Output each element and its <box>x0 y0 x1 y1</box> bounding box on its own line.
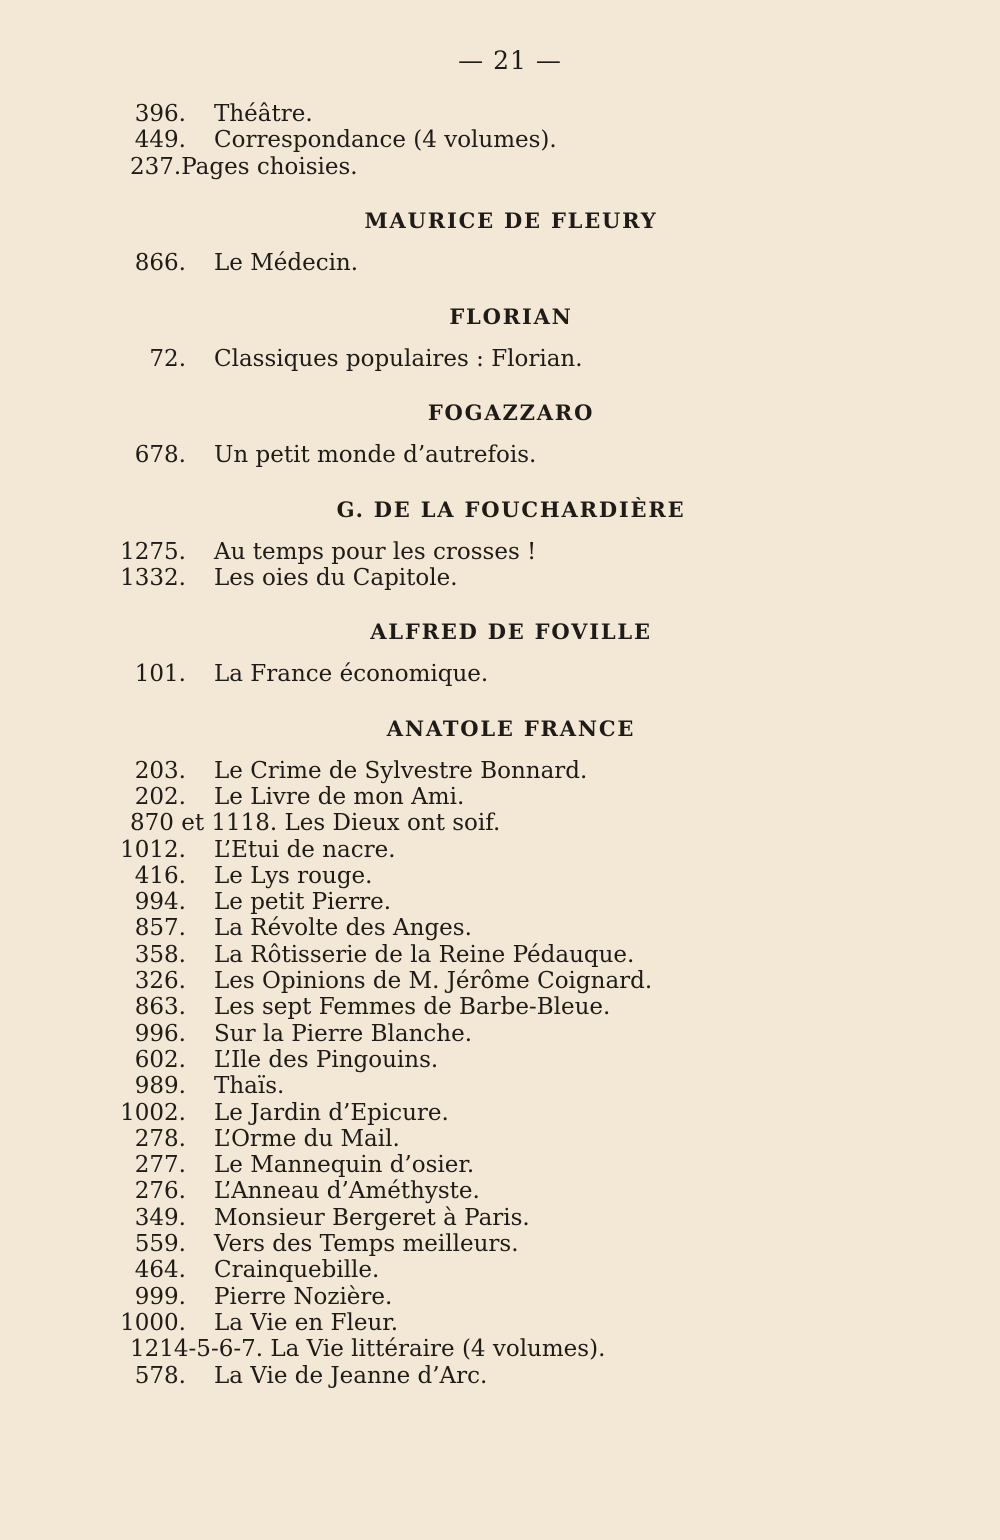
entry-number: 72. <box>149 346 186 373</box>
entry-number: 857. <box>134 915 186 942</box>
entry-number: 202. <box>134 783 186 810</box>
entry-title: L’Ile des Pingouins. <box>214 1046 439 1073</box>
catalogue-entry <box>0 661 1000 687</box>
entry-number: 996. <box>134 1020 186 1047</box>
entry-number: 578. <box>134 1362 186 1389</box>
entry-number: 602. <box>134 1046 186 1073</box>
entry-number: 1000. <box>120 1309 186 1336</box>
catalogue-entry <box>0 889 1000 915</box>
catalogue-entry <box>0 1205 1000 1231</box>
entry-title: Le Livre de mon Ami. <box>214 783 465 810</box>
author-heading: MAURICE DE FLEURY <box>364 207 658 233</box>
catalogue-entry <box>0 1021 1000 1047</box>
catalogue-entry <box>0 127 1000 153</box>
author-heading: G. DE LA FOUCHARDIÈRE <box>336 496 686 522</box>
catalogue-entry <box>0 1310 1000 1336</box>
entry-number: 276. <box>134 1178 186 1205</box>
entry-number: 101. <box>134 661 186 688</box>
catalogue-entry <box>0 101 1000 127</box>
entry-title: Sur la Pierre Blanche. <box>214 1020 473 1047</box>
catalogue-list <box>0 101 1000 1389</box>
catalogue-entry <box>0 810 1000 836</box>
entry-title: Correspondance (4 volumes). <box>214 127 557 154</box>
author-heading: FOGAZZARO <box>427 400 595 426</box>
catalogue-entry <box>0 863 1000 889</box>
catalogue-entry <box>0 1152 1000 1178</box>
entry-title: Les Opinions de M. Jérôme Coignard. <box>214 968 653 995</box>
entry-title: L’Anneau d’Améthyste. <box>214 1178 480 1205</box>
entry-number: 863. <box>134 994 186 1021</box>
catalogue-entry <box>0 250 1000 276</box>
author-heading: ALFRED DE FOVILLE <box>370 619 652 645</box>
catalogue-entry <box>0 915 1000 941</box>
entry-title: Le Lys rouge. <box>214 862 373 889</box>
catalogue-entry <box>0 1231 1000 1257</box>
entry-number: 277. <box>134 1152 186 1179</box>
entry-title: Le Médecin. <box>214 249 359 276</box>
entry-title: Un petit monde d’autrefois. <box>214 442 537 469</box>
entry-title: Crainquebille. <box>214 1257 380 1284</box>
entry-title: La Vie en Fleur. <box>214 1309 399 1336</box>
catalogue-entry <box>0 784 1000 810</box>
entry-number: 416. <box>134 862 186 889</box>
entry-title: Monsieur Bergeret à Paris. <box>214 1204 530 1231</box>
entry-number: 1275. <box>120 538 186 565</box>
catalogue-entry <box>0 1047 1000 1073</box>
entry-title: Vers des Temps meilleurs. <box>214 1231 519 1258</box>
entry-number: 559. <box>134 1231 186 1258</box>
entry-title: La Vie de Jeanne d’Arc. <box>214 1362 488 1389</box>
catalogue-entry <box>0 1073 1000 1099</box>
entry-number: 866. <box>134 249 186 276</box>
entry-title: Classiques populaires : Florian. <box>214 346 583 373</box>
author-heading: FLORIAN <box>449 304 573 330</box>
entry-number: 349. <box>134 1204 186 1231</box>
entry-title: Pierre Nozière. <box>214 1283 393 1310</box>
entry-number: 1332. <box>120 565 186 592</box>
entry-title: Thaïs. <box>214 1073 285 1100</box>
entry-title: Théâtre. <box>214 101 313 127</box>
entry-title: Le petit Pierre. <box>214 889 392 916</box>
catalogue-entry <box>0 1178 1000 1204</box>
entry-title: Le Mannequin d’osier. <box>214 1152 475 1179</box>
catalogue-entry <box>0 942 1000 968</box>
catalogue-entry <box>0 1126 1000 1152</box>
entry-number: 999. <box>134 1283 186 1310</box>
entry-title: La Révolte des Anges. <box>214 915 472 942</box>
entry-number: 678. <box>134 442 186 469</box>
entry-number: 326. <box>134 968 186 995</box>
entry-text: 1214-5-6-7. La Vie littéraire (4 volumes). <box>130 1336 606 1363</box>
catalogue-entry <box>0 1100 1000 1126</box>
entry-number: 278. <box>134 1125 186 1152</box>
catalogue-entry <box>0 994 1000 1020</box>
catalogue-entry <box>0 1363 1000 1389</box>
entry-title: Le Jardin d’Epicure. <box>214 1099 449 1126</box>
entry-title: La Rôtisserie de la Reine Pédauque. <box>214 941 635 968</box>
page-number: — 21 — <box>458 46 562 75</box>
catalogue-entry <box>0 442 1000 468</box>
catalogue-entry <box>0 837 1000 863</box>
entry-number: 358. <box>134 941 186 968</box>
entry-title: Les sept Femmes de Barbe-Bleue. <box>214 994 611 1021</box>
entry-number: 449. <box>134 127 186 154</box>
catalogue-entry <box>0 154 1000 180</box>
entry-number: 464. <box>134 1257 186 1284</box>
entry-number: 203. <box>134 757 186 784</box>
entry-number: 994. <box>134 889 186 916</box>
entry-title: L’Etui de nacre. <box>214 836 396 863</box>
entry-text: 870 et 1118. Les Dieux ont soif. <box>130 810 501 837</box>
catalogue-entry <box>0 1336 1000 1362</box>
entry-number: 989. <box>134 1073 186 1100</box>
entry-number: 1002. <box>120 1099 186 1126</box>
catalogue-entry <box>0 539 1000 565</box>
entry-title: La France économique. <box>214 661 489 688</box>
catalogue-entry <box>0 968 1000 994</box>
catalogue-entry <box>0 1284 1000 1310</box>
entry-title: Le Crime de Sylvestre Bonnard. <box>214 757 588 784</box>
catalogue-entry <box>0 1257 1000 1283</box>
entry-title: Au temps pour les crosses ! <box>214 538 537 565</box>
entry-title: L’Orme du Mail. <box>214 1125 400 1152</box>
entry-number: 1012. <box>120 836 186 863</box>
author-heading: ANATOLE FRANCE <box>386 715 636 741</box>
catalogue-entry <box>0 346 1000 372</box>
entry-title: Les oies du Capitole. <box>214 565 458 592</box>
entry-number: 396. <box>134 101 186 127</box>
catalogue-entry <box>0 758 1000 784</box>
entry-text: 237.Pages choisies. <box>130 153 358 180</box>
catalogue-entry <box>0 565 1000 591</box>
